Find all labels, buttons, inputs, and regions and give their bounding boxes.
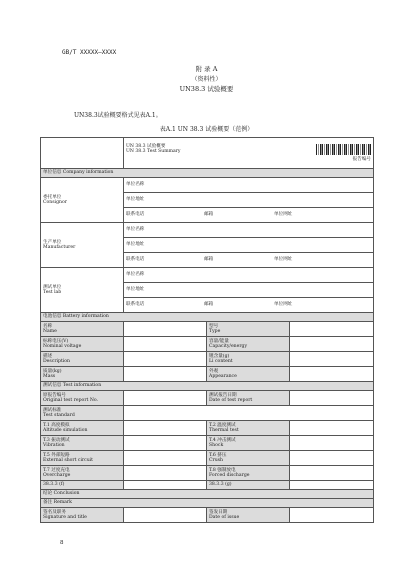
form-header-left <box>41 138 124 169</box>
name-label: 名称 Name <box>41 322 124 337</box>
description-label: 描述 Description <box>41 352 124 367</box>
contact-line: 联系电话 邮箱 单位网址 <box>124 208 374 223</box>
signature-row <box>41 508 374 523</box>
t2-label: T.2 温度测试 Thermal test <box>207 421 290 436</box>
t3-label: T.3 振动测试 Vibration <box>41 436 124 451</box>
unit-address-field: 单位地址 <box>124 238 374 253</box>
summary-title-en: UN 38.3 Test Summary <box>126 149 181 155</box>
s38g-label: 38.3.3 (g) <box>207 481 290 490</box>
type-value <box>290 322 374 337</box>
company-section-title: 单位信息 Company information <box>41 169 374 178</box>
t6-label: T.6 挤压 Crush <box>207 451 290 466</box>
battery-row <box>41 322 374 337</box>
orig-report-value <box>124 391 207 406</box>
remark-label: 备注 Remark <box>41 499 374 508</box>
battery-section-title: 电池信息 Battery information <box>41 313 374 322</box>
barcode-icon <box>316 144 371 155</box>
test-section-title: 测试信息 Test information <box>41 382 374 391</box>
contact-line: 联系电话 邮箱 单位网址 <box>124 298 374 313</box>
t1-value <box>124 421 207 436</box>
report-no-label: 报告编号 <box>352 156 372 162</box>
description-value <box>124 352 207 367</box>
conclusion-row <box>41 490 374 499</box>
unit-name-field: 单位名称 <box>124 178 374 193</box>
t3-value <box>124 436 207 451</box>
section-row <box>41 313 374 322</box>
testlab-label: 测试单位 Test lab <box>41 268 124 313</box>
contact-line: 联系电话 邮箱 单位网址 <box>124 253 374 268</box>
battery-row <box>41 352 374 367</box>
t7-value <box>124 466 207 481</box>
report-date-label: 测试报告日期 Date of test report <box>207 391 290 406</box>
t8-value <box>290 466 374 481</box>
manufacturer-row <box>41 223 374 238</box>
s38g-value <box>290 481 374 490</box>
t1-label: T.1 高度模拟 Altitude simulation <box>41 421 124 436</box>
unit-address-field: 单位地址 <box>124 283 374 298</box>
t5-value <box>124 451 207 466</box>
t2-value <box>290 421 374 436</box>
appearance-value <box>290 367 374 382</box>
test-row <box>41 406 374 421</box>
test-standard-value <box>124 406 374 421</box>
t7-label: T.7 过度充电 Overcharge <box>41 466 124 481</box>
nominal-voltage-value <box>124 337 207 352</box>
remark-row <box>41 499 374 508</box>
signature-label: 签名及职务 Signature and title <box>41 508 124 523</box>
li-content-label: 锂含量(g) Li content <box>207 352 290 367</box>
s38f-label: 38.3.3 (f) <box>41 481 124 490</box>
standard-number: GB/T XXXXX—XXXX <box>62 49 117 56</box>
battery-row <box>41 337 374 352</box>
manufacturer-label: 生产单位 Manufacturer <box>41 223 124 268</box>
test-row <box>41 481 374 490</box>
section-row <box>41 169 374 178</box>
s38f-value <box>124 481 207 490</box>
test-row <box>41 436 374 451</box>
capacity-label: 容量/能量 Capacity/energy <box>207 337 290 352</box>
orig-report-label: 原报告编号 Original test report No. <box>41 391 124 406</box>
appearance-label: 外观 Appearance <box>207 367 290 382</box>
test-row <box>41 391 374 406</box>
section-row <box>41 382 374 391</box>
test-row <box>41 466 374 481</box>
date-issue-label: 签发日期 Date of issue <box>207 508 290 523</box>
testlab-row <box>41 268 374 283</box>
test-row <box>41 451 374 466</box>
nominal-voltage-label: 标称电压(V) Nominal voltage <box>41 337 124 352</box>
table-caption: 表A.1 UN 38.3 试验概要（范例） <box>159 126 254 133</box>
t4-value <box>290 436 374 451</box>
unit-name-field: 单位名称 <box>124 223 374 238</box>
unit-address-field: 单位地址 <box>124 193 374 208</box>
intro-text: UN38.3试验概要格式见表A.1。 <box>74 112 162 119</box>
test-row <box>41 421 374 436</box>
appendix-title: UN38.3 试验概要 <box>179 85 234 93</box>
unit-name-field: 单位名称 <box>124 268 374 283</box>
mass-label: 质量(kg) Mass <box>41 367 124 382</box>
type-label: 型号 Type <box>207 322 290 337</box>
signature-value <box>124 508 207 523</box>
consignor-row <box>41 178 374 193</box>
test-summary-form <box>40 137 374 523</box>
page-number: 8 <box>60 540 64 546</box>
form-header-main <box>124 138 374 169</box>
appendix-nature: （资料性） <box>191 76 222 83</box>
t8-label: T.8 强制放电 Forced discharge <box>207 466 290 481</box>
report-date-value <box>290 391 374 406</box>
li-content-value <box>290 352 374 367</box>
t6-value <box>290 451 374 466</box>
test-standard-label: 测试标准 Test standard <box>41 406 124 421</box>
date-issue-value <box>290 508 374 523</box>
conclusion-label: 结论 Conclusion <box>41 490 374 499</box>
battery-row <box>41 367 374 382</box>
form-header-row <box>41 138 374 169</box>
mass-value <box>124 367 207 382</box>
t5-label: T.5 外部短路 External short circuit <box>41 451 124 466</box>
t4-label: T.4 冲击测试 Shock <box>207 436 290 451</box>
name-value <box>124 322 207 337</box>
summary-title-cn: UN 38.3 试验概要 <box>126 143 166 149</box>
appendix-label: 附 录 A <box>195 65 218 73</box>
capacity-value <box>290 337 374 352</box>
consignor-label: 委托单位 Consignor <box>41 178 124 223</box>
